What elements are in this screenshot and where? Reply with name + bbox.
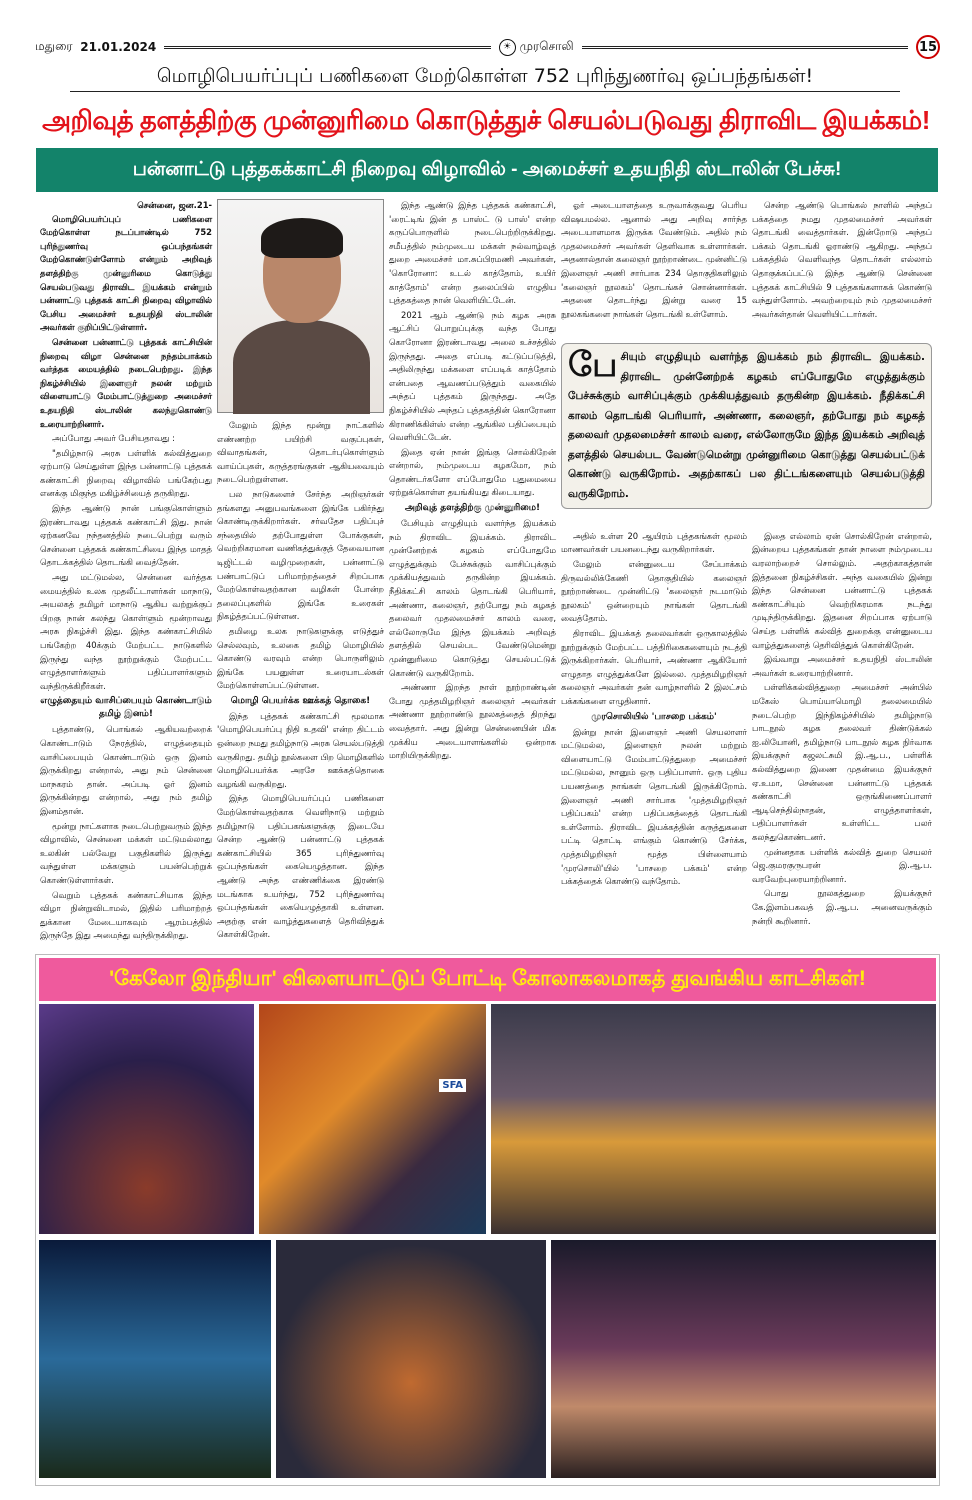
- subhead: மொழி பெயர்க்க ஊக்கத் தொகை!: [230, 695, 371, 706]
- paragraph: சென்ற ஆண்டு பொங்கல் நாளில் அந்தப் பக்கத்தை நமது முதலமைச்சர் அவர்கள் தொடங்கி வைத்தார்கள். இன்றோடு அந்தப் பக்கம் தொடங்கி ஓராண்டு ஆகிறது. அந்தப் பக்கத்தில் வெளிவந்த தொடர்கள் எல்லாம் தொகுக்கப்பட்டு இந்த ஆண்டு சென்னை புத்தகக் காட்சியில் 9 புத்தகங்களாகக் கொண்டு வந்துள்ளோம். அவற்றையும் நம் முதலமைச்சர் அவர்கள்தான் வெளியிட்டார்கள்.: [752, 200, 932, 319]
- strap-headline: பன்னாட்டு புத்தகக்காட்சி நிறைவு விழாவில் - அமைச்சர் உதயநிதி ஸ்டாலின் பேச்சு!: [36, 148, 938, 192]
- edition: மதுரை: [35, 39, 73, 53]
- paragraph: புத்தாண்டு, பொங்கல் ஆகியவற்றைக் கொண்டாடும் நேரத்தில், எழுத்தையும் வாசிப்பையும் கொண்டாடும் ஒரு இனம் இருக்கிறது என்றால், அது நம் சென்னை மாநகரம் தான். அப்படி ஓர் இனம் இருக்கின்றது என்றால், அது நம் தமிழ் இனம்தான்.: [40, 724, 212, 816]
- photo-stage-ceremony: [259, 1004, 486, 1234]
- paragraph: மேலும் என்னுடைய சேப்பாக்கம் திருவல்லிக்கேணி தொகுதியில் கலைஞர் நூற்றாண்டை முன்னிட்டு 'கலைஞர் நடமாடும் நூலகம்' ஒன்றையும் நாங்கள் தொடங்கி வைத்தோம்.: [561, 559, 747, 624]
- column-4: [561, 530, 747, 890]
- paragraph: இவ்வாறு அமைச்சர் உதயநிதி ஸ்டாலின் அவர்கள் உரையாற்றினார்.: [752, 654, 932, 678]
- rule: [164, 46, 490, 49]
- photo-gallery: [35, 954, 940, 1486]
- paragraph: மொழிபெயர்ப்புப் பணிகளை மேற்கொள்ள நடப்பாண்டில் 752 புரிந்துணர்வு ஒப்பந்தங்கள் மேற்கொண்டுள்ளோம் என்றும் அறிவுத் தளத்திற்கு முன்னுரிமை கொடுத்து செயல்படுவது திராவிட இயக்கம் என்றும் பன்னாட்டு புத்தகக் காட்சி நிறைவு விழாவில் பேசிய அமைச்சர் உதயநிதி ஸ்டாலின் அவர்கள் குறிப்பிட்டுள்ளார்.: [40, 213, 212, 333]
- paper-name: முரசொலி: [519, 39, 574, 53]
- column-3: [389, 199, 556, 764]
- paragraph: தமிழை உலக நாடுகளுக்கு எடுத்துச் செல்லவும், உலகை தமிழ் மொழியில் கொண்டு வரவும் என்ற பொருளிலும் இங்கே பயனுள்ள உரையாடல்கள் மேற்கொள்ளப்பட்டுள்ளன.: [217, 625, 384, 691]
- column-4-top: [561, 199, 747, 322]
- page-number: 15: [916, 35, 940, 59]
- paragraph: இந்த ஆண்டு இந்த புத்தகக் கண்காட்சி, 'ரைட்டிங் இன் த பாஸ்ட் டு பாஸ்' என்ற கருப்பொருளில் நடைபெற்றிருக்கிறது. சமீபத்தில் நம்முடைய மக்கள் நல்வாழ்வுத் துறை அமைச்சர் மா.சுப்பிரமணி அவர்கள், 'கொரோனா: உடல் காத்தோம், உயிர் காத்தோம்' என்ற தலைப்பில் எழுதிய புத்தகத்தை நான் வெளியிட்டேன்.: [389, 200, 556, 306]
- date: 21.01.2024: [80, 40, 157, 54]
- subhead: எழுத்தையும் வாசிப்பையும் கொண்டாடும் தமிழ் இனம்!: [40, 696, 212, 720]
- paragraph: அப்போது அவர் பேசியதாவது :: [52, 433, 175, 444]
- paragraph: பொது நூலகத்துறை இயக்குநர் கே.இளம்பகவத் இ.ஆ.ப. அனைவருக்கும் நன்றி கூறினார்.: [752, 888, 932, 926]
- article: [40, 199, 940, 944]
- paragraph: திராவிட இயக்கத் தலைவர்கள் ஒருகாலத்தில் நூற்றுக்கும் மேற்பட்ட பத்திரிகைகளையும் நடத்தி இருக்கிறார்கள். பெரியார், அண்ணா ஆகியோர் எழுதாத எழுத்துக்களே இல்லை. முத்தமிழறிஞர் கலைஞர் அவர்கள் தன் வாழ்நாளில் 2 இலட்சம் பக்கங்களை எழுதினார்.: [561, 628, 747, 706]
- paragraph: பள்ளிக்கல்வித்துறை அமைச்சர் அன்பில் மகேஸ் பொய்யாமொழி தலைமையில் நடைபெற்ற இந்நிகழ்ச்சியில் தமிழ்நாடு பாடநூல் கழக தலைவர் திண்டுக்கல் ஐ.லியோனி, தமிழ்நாடு பாடநூல் கழக நிர்வாக இயக்குநர் கஜலட்சுமி இ.ஆ.ப., பள்ளிக் கல்வித்துறை இணை முதன்மை இயக்குநர் ஏ.உமா, சென்னை பன்னாட்டு புத்தகக் கண்காட்சி ஒருங்கிணைப்பாளர் ஆடிசெந்தில்நாதன், எழுத்தாளர்கள், பதிப்பாளர்கள் உள்ளிட்ட பலர் கலந்துகொண்டனர்.: [752, 682, 932, 842]
- headline: அறிவுத் தளத்திற்கு முன்னுரிமை கொடுத்துச் செயல்படுவது திராவிட இயக்கம்!: [42, 105, 930, 135]
- photo-football-projection: [39, 1240, 271, 1478]
- masthead: [35, 36, 940, 58]
- column-1: [40, 199, 212, 944]
- drop-cap: பே: [568, 345, 618, 386]
- photo-dancers: [491, 1004, 936, 1234]
- paragraph: இன்று நான் இளைஞர் அணி செயலாளர் மட்டுமல்ல, இளைஞர் நலன் மற்றும் விளையாட்டு மேம்பாட்டுத்துறை அமைச்சர் மட்டுமல்ல, நானும் ஒரு பதிப்பாளர். ஒரு புதிய பயணத்தை நாங்கள் தொடங்கி இருக்கிறோம். இளைஞர் அணி சார்பாக 'முத்தமிழறிஞர் பதிப்பகம்' என்ற பதிப்பகத்தைத் தொடங்கி உள்ளோம். திராவிட இயக்கத்தின் கருத்துகளை பட்டி தொட்டி எங்கும் கொண்டு சேர்க்க, முத்தமிழறிஞர் மூத்த பிள்ளையாம் 'முரசொலி'யில் 'பாசறை பக்கம்' என்ற பக்கத்தைக் கொண்டு வந்தோம்.: [561, 726, 747, 887]
- rising-sun-icon: ☀: [499, 39, 516, 56]
- paragraph: சென்னை பன்னாட்டு புத்தகக் காட்சியின் நிறைவு விழா சென்னை நந்தம்பாக்கம் வர்த்தக மையத்தில் நடைபெற்றது. இந்த நிகழ்ச்சியில் இளைஞர் நலன் மற்றும் விளையாட்டு மேம்பாட்டுத்துறை அமைச்சர் உதயநிதி ஸ்டாலின் கலந்துகொண்டு உரையாற்றினார்.: [40, 336, 212, 429]
- photo-human-pyramid: [39, 1004, 254, 1234]
- paragraph: அது மட்டுமல்ல, சென்னை வர்த்தக மையத்தில் உலக முதலீட்டாளர்கள் மாநாடு, அயலகத் தமிழர் மாநாடு ஆகிய வற்றுக்குப் பிறகு நான் கலந்து கொள்ளும் மூன்றாவது அரசு நிகழ்ச்சி இது. இந்த கண்காட்சியில் பங்கேற்ற 40க்கும் மேற்பட்ட நாடுகளில் இருந்து வந்த நூற்றுக்கும் மேற்பட்ட எழுத்தாளர்களும் பதிப்பாளர்களும் வந்திருக்கிறீர்கள்.: [40, 572, 212, 691]
- paragraph: அதில் உள்ள 20 ஆயிரம் புத்தகங்கள் மூலம் மாணவர்கள் பயனடைந்து வருகிறார்கள்.: [561, 530, 747, 555]
- paragraph: வெறும் புத்தகக் கண்காட்சியாக இந்த விழா நின்றுவிடாமல், இதில் பரிமாற்றத் துக்கான மேடையாகவும் ஆரம்பத்தில் இருந்தே இது அமைந்து வந்திருக்கிறது.: [40, 889, 212, 941]
- gallery-banner: 'கேலோ இந்தியா' விளையாட்டுப் போட்டி கோலாகலமாகத் துவங்கிய காட்சிகள்!: [39, 958, 936, 1001]
- paragraph: இதை எல்லாம் ஏன் சொல்கிறேன் என்றால், இன்றைய புத்தகங்கள் தான் நாளை நம்முடைய வரலாற்றைச் சொல்லும். அதற்காகத்தான் இத்தனை நிகழ்ச்சிகள். அந்த வகையில் இன்று இந்த சென்னை பன்னாட்டு புத்தகக் கண்காட்சியும் வெற்றிகரமாக நடந்து முடிந்திருக்கிறது. இதனை சிறப்பாக ஏற்பாடு செய்த பள்ளிக் கல்வித் துறைக்கு என்னுடைய வாழ்த்துகளைத் தெரிவித்துக் கொள்கிறேன்.: [752, 530, 932, 650]
- paragraph: 2021 ஆம் ஆண்டு நம் கழக அரசு ஆட்சிப் பொறுப்புக்கு வந்த போது கொரோனா இரண்டாவது அலை உச்சத்தில் இருந்தது. அதை எப்படி கட்டுப்படுத்தி, அதிலிருந்து மக்களை எப்படிக் காத்தோம் என்பதை ஆவணப்படுத்தும் வகையில் அந்தப் புத்தகம் இருந்தது. அதே நிகழ்ச்சியில் அந்தப் புத்தகத்தின் கொரோனா கிராணிக்கிள்ஸ் என்ற ஆங்கில பதிப்பையும் வெளியிட்டேன்.: [389, 309, 556, 443]
- kicker: மொழிபெயர்ப்புப் பணிகளை மேற்கொள்ள 752 புரிந்துணர்வு ஒப்பந்தங்கள்!: [70, 64, 900, 92]
- paragraph: இந்த புத்தகக் கண்காட்சி மூலமாக 'மொழிபெயர்ப்பு நிதி உதவி' என்ற திட்டம் ஒன்றை நமது தமிழ்நாடு அரசு செயல்படுத்தி வருகிறது. தமிழ் நூல்களை பிற மொழிகளில் மொழிபெயர்க்க அரசே ஊக்கத்தொகை வழங்கி வருகிறது.: [217, 710, 384, 789]
- photo-stage-lights: [551, 1240, 936, 1478]
- paper-logo: [499, 39, 574, 56]
- paragraph: இந்த மொழிபெயர்ப்புப் பணிகளை மேற்கொள்வதற்காக வெளிநாடு மற்றும் தமிழ்நாடு பதிப்பகங்களுக்கு இடையே சென்ற ஆண்டு பன்னாட்டு புத்தகக் கண்காட்சியில் 365 புரிந்துணர்வு ஒப்பந்தங்கள் கையெழுத்தான. இந்த ஆண்டு அந்த எண்ணிக்கை இரண்டு மடங்காக உயர்ந்து, 752 புரிந்துணர்வு ஒப்பந்தங்கள் கையெழுத்தாகி உள்ளன. அதற்கு என் வாழ்த்துகளைத் தெரிவித்துக் கொள்கிறேன்.: [217, 793, 384, 940]
- paragraph: இந்த ஆண்டு நான் பங்குகொள்ளும் இரண்டாவது புத்தகக் கண்காட்சி இது. நான் ஏற்கனவே நந்தனத்தில் நடைபெற்று வரும் சென்னை புத்தகக் கண்காட்சியை இந்த மாதத் தொடக்கத்தில் தொடங்கி வைத்தேன்.: [40, 503, 212, 568]
- subhead: அறிவுத் தளத்திற்கு முன்னுரிமை!: [404, 503, 541, 514]
- paragraph: இதை ஏன் நான் இங்கு சொல்கிறேன் என்றால், நம்முடைய கழகமோ, நம் தொண்டர்களோ எப்போதுமே புதுமையை ஏற்றுக்கொள்ள தயங்கியது கிடையாது.: [389, 446, 556, 498]
- photo-stadium-show: [276, 1240, 546, 1478]
- column-2: [217, 199, 384, 943]
- paragraph: முன்னதாக பள்ளிக் கல்வித் துறை செயலர் ஜெ.குமரகுருபரன் இ.ஆ.ப. வரவேற்புரையாற்றினார்.: [752, 846, 932, 884]
- sfa-logo: SFA: [439, 1079, 466, 1092]
- column-5: [752, 530, 932, 929]
- paragraph: அண்ணா இறந்த நாள் நூற்றாண்டின் போது முத்தமிழறிஞர் கலைஞர் அவர்கள் அண்ணா நூற்றாண்டு நூலகத்தைத் திறந்து வைத்தார். அது இன்று சென்னையின் மிக முக்கிய அடையாளங்களில் ஒன்றாக மாறியிருக்கிறது.: [389, 682, 556, 761]
- paragraph: மூன்று நாட்களாக நடைபெற்றுவரும் இந்த விழாவில், சென்னை மக்கள் மட்டுமல்லாது உலகின் பல்வேறு பகுதிகளில் இருந்து வந்துள்ள மக்களும் பயன்பெற்றுக் கொண்டுள்ளார்கள்.: [40, 820, 212, 885]
- column-5-top: [752, 199, 932, 322]
- minister-photo: [217, 199, 384, 413]
- paragraph: மேலும் இந்த மூன்று நாட்களில் எண்ணற்ற பயிற்சி வகுப்புகள், விவாதங்கள், தொடர்புகொள்ளும் வாய்ப்புகள், கருத்தரங்குகள் ஆகியவையும் நடைபெற்றுள்ளன.: [217, 420, 384, 485]
- rule: [582, 46, 908, 49]
- subhead: முரசொலியில் 'பாசறை பக்கம்': [591, 711, 717, 722]
- pull-quote: [561, 343, 932, 509]
- dateline: சென்னை, ஜன.21-: [137, 200, 212, 210]
- paragraph: ஓர் அடையாளத்தை உருவாக்குவது பெரிய விஷயமல்ல. ஆனால் அது அறிவு சார்ந்த அடையாளமாக இருக்க வேண்டும். அதில் நம் முதலமைச்சர் அவர்கள் தெளிவாக உள்ளார்கள். அதனால்தான் கலைஞர் நூற்றாண்டை முன்னிட்டு இளைஞர் அணி சார்பாக 234 தொகுதிகளிலும் 'கலைஞர் நூலகம்' தொடங்கச் சொன்னார்கள். அதனை தொடர்ந்து இன்று வரை 15 நூலகங்களை நாங்கள் தொடங்கி உள்ளோம்.: [561, 200, 747, 319]
- quote-text: சியும் எழுதியும் வளர்ந்த இயக்கம் நம் திராவிட இயக்கம். திராவிட முன்னேற்றக் கழகம் எப்போதுமே எழுத்துக்கும் பேச்சுக்கும் வாசிப்புக்கும் முக்கியத்துவம் தருகின்ற இயக்கம். நீதிக்கட்சி காலம் தொடங்கி பெரியார், அண்ணா, கலைஞர், தற்போது நம் கழகத் தலைவர் முதலமைச்சர் காலம் வரை, எல்லோருமே இந்த இயக்கம் அறிவுத் தளத்தில் செயல்பட வேண்டுமென்று முன்னுரிமை கொடுத்து செயல்பட்டுக் கொண்டு வருகிறோம். அதற்காகப் பல திட்டங்களையும் செயல்படுத்தி வருகிறோம்.: [568, 351, 925, 500]
- paragraph: "தமிழ்நாடு அரசு பள்ளிக் கல்வித்துறை ஏற்பாடு செய்துள்ள இந்த பன்னாட்டு புத்தகக் கண்காட்சி நிறைவு விழாவில் பங்கேற்பது எனக்கு மிகுந்த மகிழ்ச்சியைத் தருகிறது.: [40, 447, 212, 499]
- paragraph: பல நாடுகளைச் சேர்ந்த அறிஞர்கள் தங்களது அனுபவங்களை இங்கே பகிர்ந்து கொண்டிருக்கிறார்கள். சர்வதேச பதிப்புச் சந்தையில் தற்போதுள்ள போக்குகள், வெற்றிகரமான வணிகத்துக்குத் தேவையான டிஜிட்டல் வழிமுறைகள், பன்னாட்டு பண்பாட்டுப் பரிமாற்றத்தைச் சிறப்பாக மேற்கொள்வதற்கான வழிகள் போன்ற தலைப்புகளில் இங்கே உரைகள் நிகழ்த்தப்பட்டுள்ளன.: [217, 488, 384, 622]
- paragraph: பேசியும் எழுதியும் வளர்ந்த இயக்கம் நம் திராவிட இயக்கம். திராவிட முன்னேற்றக் கழகம் எப்போதுமே எழுத்துக்கும் பேச்சுக்கும் வாசிப்புக்கும் முக்கியத்துவம் தருகின்ற இயக்கம். நீதிக்கட்சி காலம் தொடங்கி பெரியார், அண்ணா, கலைஞர், தற்போது நம் கழகத் தலைவர் முதலமைச்சர் காலம் வரை, எல்லோருமே இந்த இயக்கம் அறிவுத் தளத்தில் செயல்பட வேண்டுமென்று முன்னுரிமை கொடுத்து செயல்பட்டுக் கொண்டு வருகிறோம்.: [389, 518, 556, 678]
